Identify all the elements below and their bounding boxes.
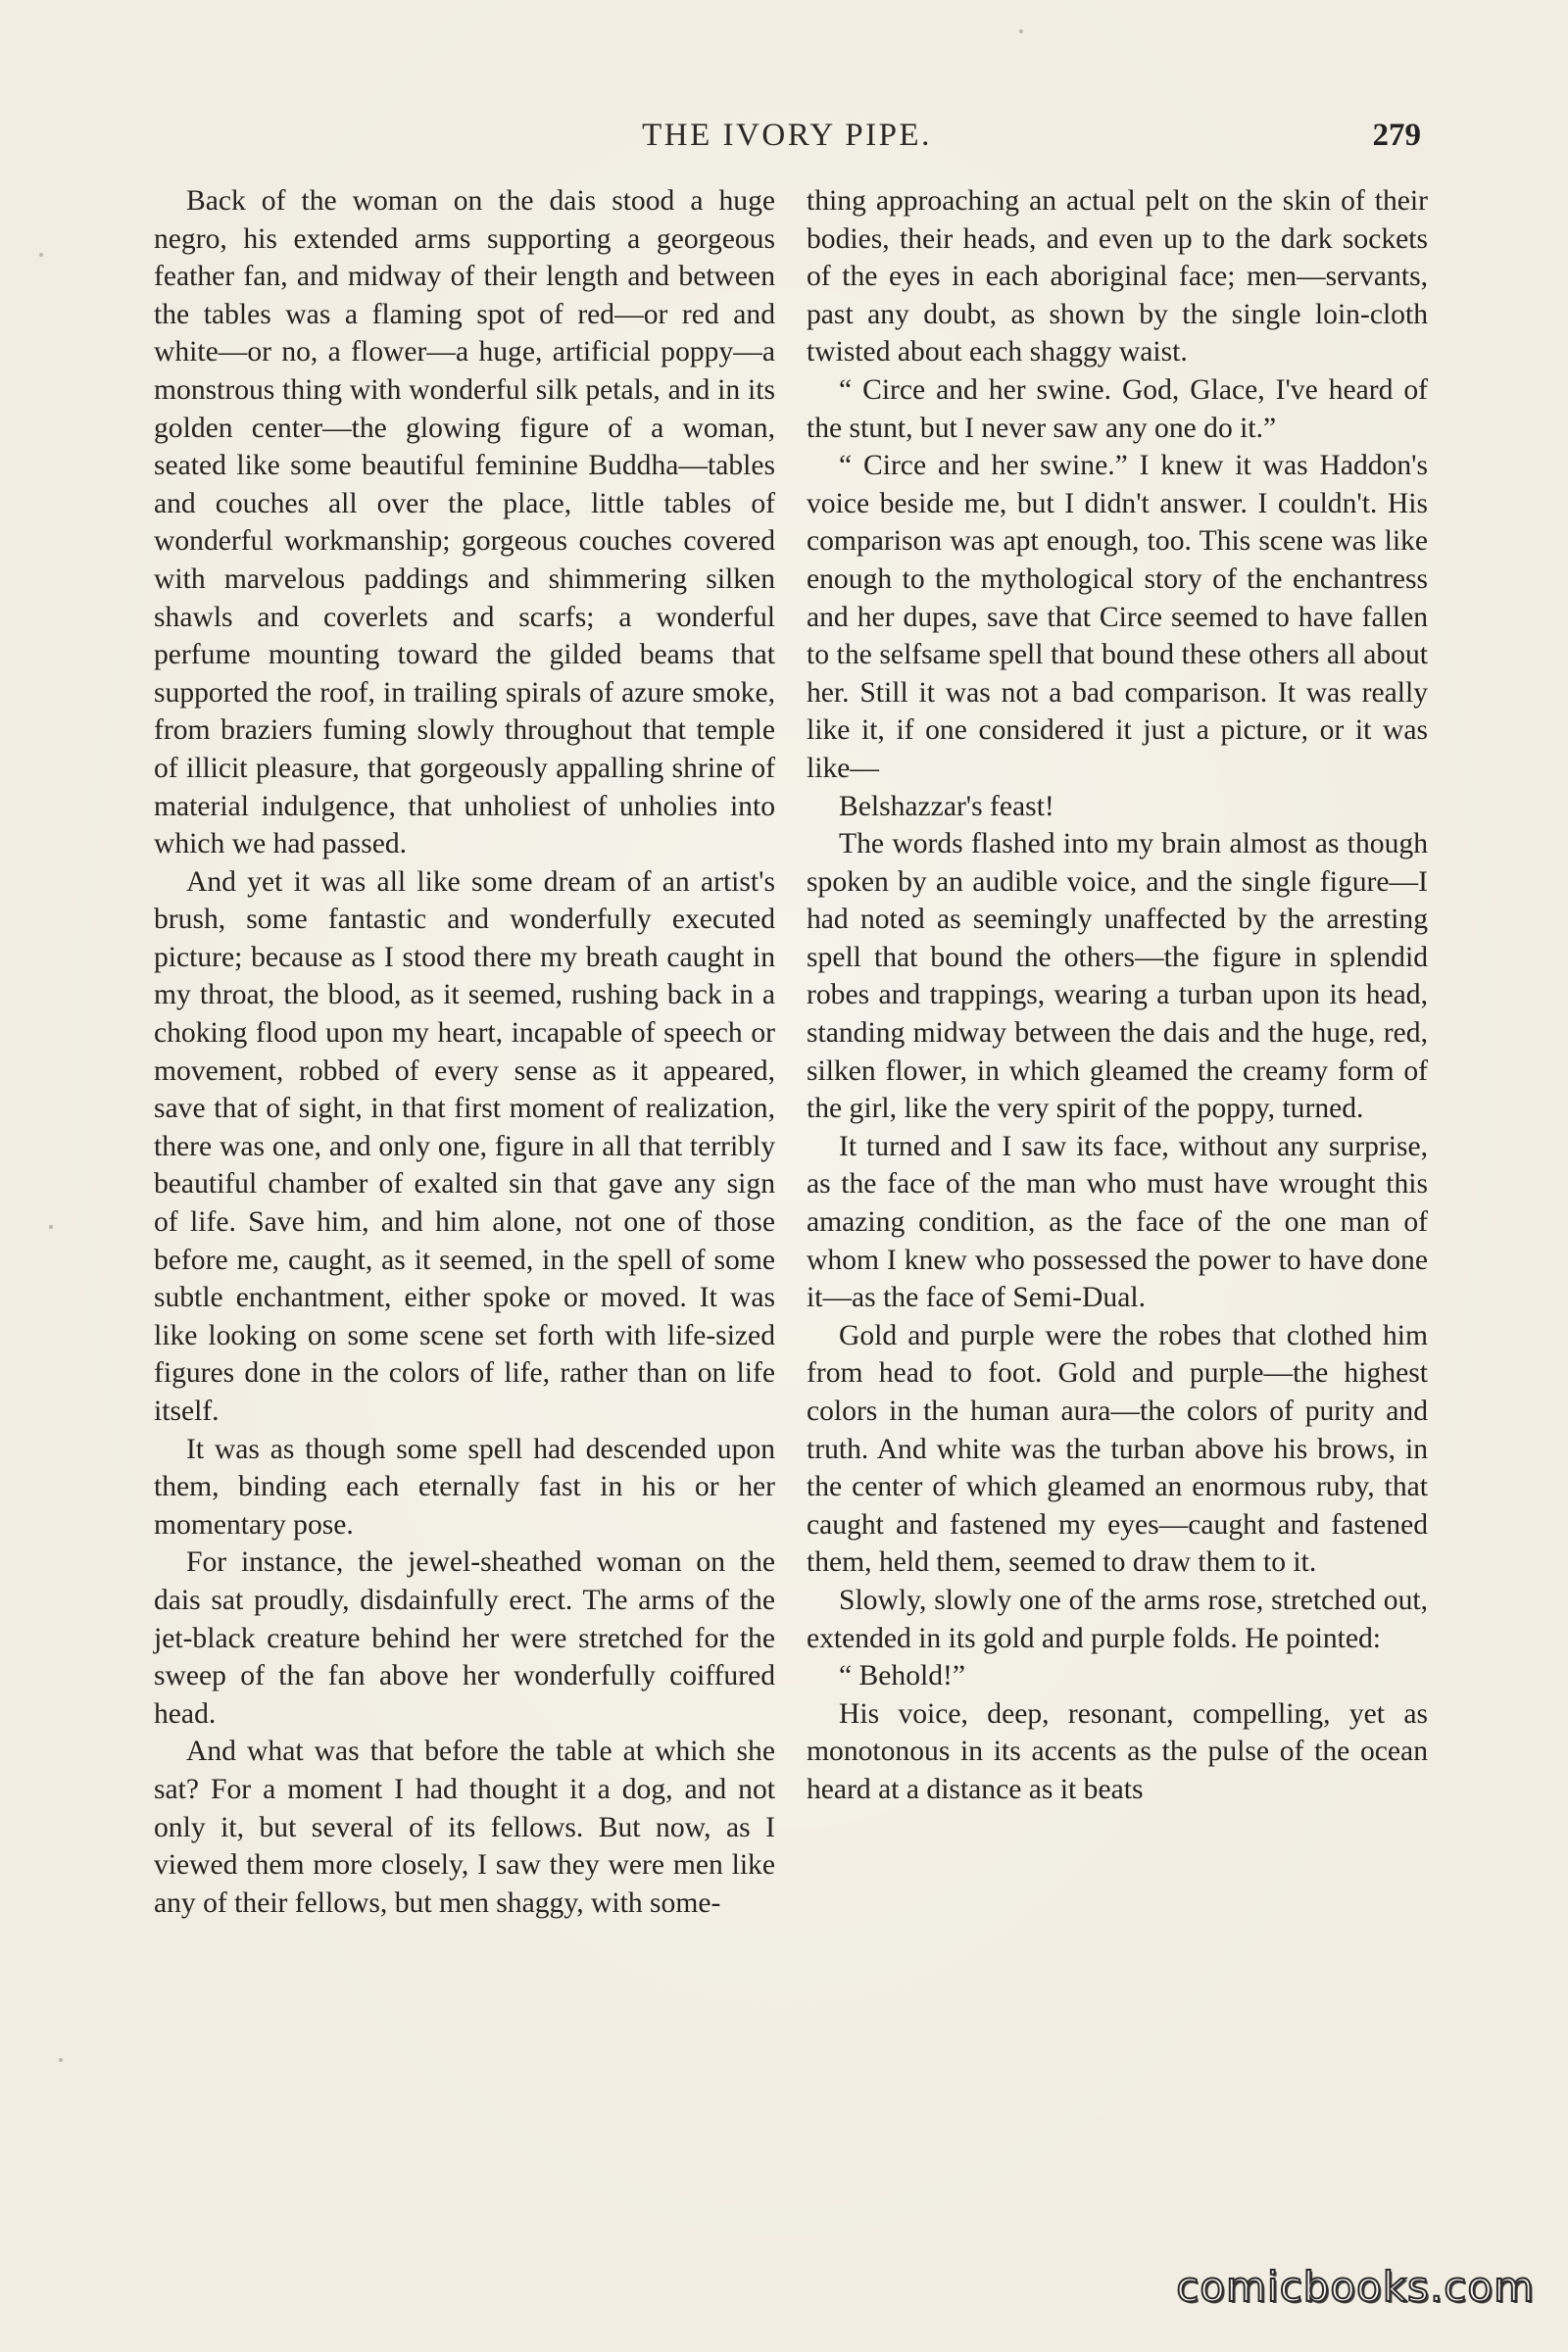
page-number: 279 <box>1372 118 1421 153</box>
paragraph: It was as though some spell had descended upon them, binding each eternally fast in his or her momentary pose. <box>154 1433 775 1541</box>
running-title: THE IVORY PIPE. <box>642 118 932 153</box>
watermark: comicbooks.com <box>1176 2263 1535 2311</box>
paper-speck <box>39 253 43 257</box>
paper-speck <box>1019 29 1023 33</box>
paragraph: “ Circe and her swine. God, Glace, I've heard of the stunt, but I never saw any one do it.” <box>807 373 1428 444</box>
paper-speck <box>59 2058 63 2062</box>
paragraph: The words flashed into my brain almost as though spoken by an audible voice, and the single figure—I had noted as seemingly unaffected by the arresting spell that bound the others—the figure in splendid robes and trappings, wearing a turban upon its head, standing midway between the dais and the huge, red, silken flower, in which gleamed the creamy form of the girl, like the very spirit of the poppy, turned. <box>807 828 1428 1125</box>
paragraph: Gold and purple were the robes that clothed him from head to foot. Gold and purple—the highest colors in the human aura—the colors of purity and truth. And white was the turban above his brows, in the center of which gleamed an enormous ruby, that caught and fastened my eyes—caught and fastened them, held them, seemed to draw them to it. <box>807 1319 1428 1579</box>
paragraph: “ Circe and her swine.” I knew it was Haddon's voice beside me, but I didn't answer. I couldn't. His comparison was apt enough, too. This scene was like enough to the mythological story of the enchantress and her dupes, save that Circe seemed to have fallen to the selfsame spell that bound these others all about her. Still it was not a bad comparison. It was really like it, if one considered it just a picture, or it was like— <box>807 450 1428 784</box>
paragraph-continued: thing approaching an actual pelt on the skin of their bodies, their heads, and even up to the dark sockets of the eyes in each aboriginal face; men—servants, past any doubt, as shown by the single loin-cloth twisted about each shaggy waist. <box>807 185 1428 368</box>
right-column <box>807 182 1428 1809</box>
paragraph: “ Behold!” <box>839 1660 966 1692</box>
paragraph: Belshazzar's feast! <box>839 790 1054 822</box>
running-head <box>153 110 1421 161</box>
paragraph: For instance, the jewel-sheathed woman on the dais sat proudly, disdainfully erect. The arms of the jet-black creature behind her were stretched for the sweep of the fan above her wonderfully coiffured head. <box>154 1546 775 1730</box>
paragraph: Slowly, slowly one of the arms rose, stretched out, extended in its gold and purple folds. He pointed: <box>807 1584 1428 1654</box>
paper-speck <box>49 1225 53 1229</box>
paragraph: Back of the woman on the dais stood a huge negro, his extended arms supporting a georgeous feather fan, and midway of their length and between the tables was a flaming spot of red—or red and white—or no, a flower—a huge, artificial poppy—a monstrous thing with wonderful silk petals, and in its golden center—the glowing figure of a woman, seated like some beautiful feminine Buddha—tables and couches all over the place, little tables of wonderful workmanship; gorgeous couches covered with marvelous paddings and shimmering silken shawls and coverlets and scarfs; a wonderful perfume mounting toward the gilded beams that supported the roof, in trailing spirals of azure smoke, from braziers fuming slowly throughout that temple of illicit pleasure, that gorgeously appalling shrine of material indulgence, that unholiest of unholies into which we had passed. <box>154 185 775 860</box>
paragraph: And yet it was all like some dream of an artist's brush, some fantastic and wonderfully executed picture; because as I stood there my breath caught in my throat, the blood, as it seemed, rushing back in a choking flood upon my heart, incapable of speech or movement, robbed of every sense as it appeared, save that of sight, in that first moment of realization, there was one, and only one, figure in all that terribly beautiful chamber of exalted sin that gave any sign of life. Save him, and him alone, not one of those before me, caught, as it seemed, in the spell of some subtle enchantment, either spoke or moved. It was like looking on some scene set forth with life-sized figures done in the colors of life, rather than on life itself. <box>154 865 775 1427</box>
paragraph: And what was that before the table at which she sat? For a moment I had thought it a dog, and not only it, but several of its fellows. But now, as I viewed them more closely, I saw they were men like any of their fellows, but men shaggy, with some- <box>154 1736 775 1919</box>
left-column <box>154 182 775 1922</box>
paragraph: His voice, deep, resonant, compelling, yet as monotonous in its accents as the pulse of the ocean heard at a distance as it beats <box>807 1697 1428 1805</box>
paragraph: It turned and I saw its face, without any surprise, as the face of the man who must have wrought this amazing condition, as the face of the one man of whom I knew who possessed the power to have done it—as the face of Semi-Dual. <box>807 1130 1428 1314</box>
